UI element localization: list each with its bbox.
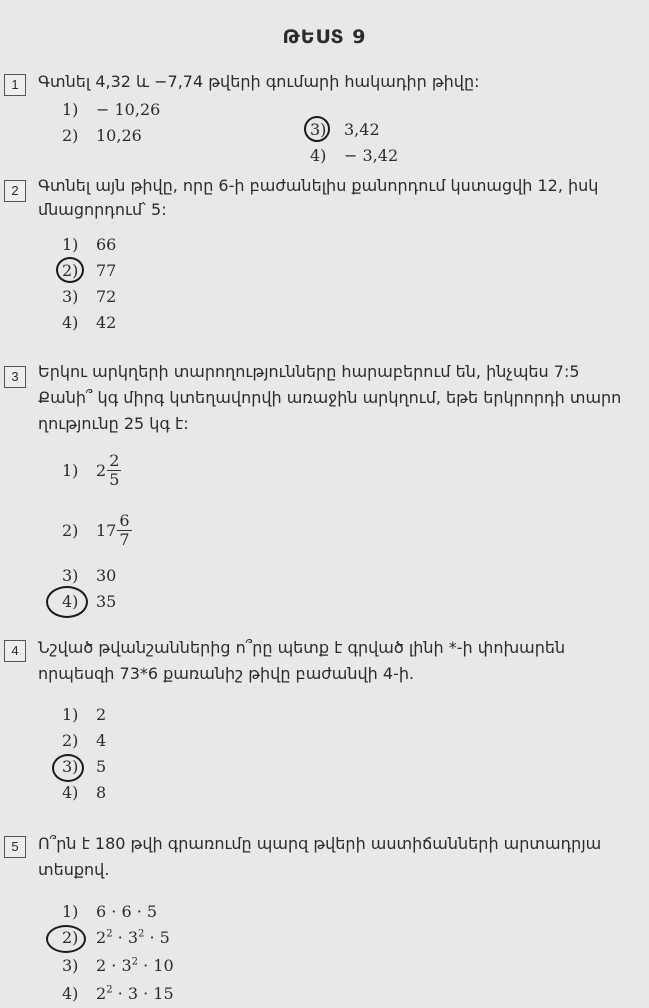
option-4[interactable]: 4) 35 — [62, 592, 117, 611]
option-1[interactable]: 1) 66 — [62, 235, 117, 254]
option-1[interactable]: 1) 2 $\frac{2}{5}$ — [62, 451, 120, 489]
option-2[interactable]: 2) 17 $\frac{6}{7}$ — [62, 511, 130, 549]
question-text-line-1: Նշված թվանշաններից ո՞րը պետք է գրված լինի *-ի փոխարեն — [38, 638, 566, 657]
question-text-line-3: ղությունը 25 կգ է: — [38, 414, 189, 433]
option-3[interactable]: 3) 72 — [62, 287, 117, 306]
option-2[interactable]: 2) 4 — [62, 731, 107, 750]
option-3[interactable]: 3) $2 \cdot 3^2 \cdot 10$ — [62, 956, 174, 975]
question-text-line-2: մնացորդում՝ 5: — [38, 200, 167, 219]
question-number: 1 — [4, 74, 26, 96]
question-number: 2 — [4, 180, 26, 202]
option-1[interactable]: 1) 2 — [62, 705, 107, 724]
option-2[interactable]: 2) 10,26 — [62, 126, 142, 145]
question-text-line-1: Երկու արկղերի տարողությունները հարաբերում են, ինչպես 7:5 — [38, 362, 580, 381]
option-4[interactable]: 4) $2^2 \cdot 3 \cdot 15$ — [62, 984, 174, 1003]
page-title: ԹԵՍՏ 9 — [282, 26, 367, 48]
answer-mark-circle — [52, 754, 84, 782]
option-3[interactable]: 3) 5 — [62, 757, 107, 776]
answer-mark-circle — [46, 925, 86, 953]
question-text: Գտնել 4,32 և −7,74 թվերի գումարի հակադիր թիվը: — [38, 72, 480, 91]
option-3[interactable]: 3) 3,42 — [310, 120, 380, 139]
option-4[interactable]: 4) 8 — [62, 783, 107, 802]
question-text-line-1: Ո՞րն է 180 թվի գրառումը պարզ թվերի աստիճանների արտադրյա — [38, 834, 602, 853]
option-2[interactable]: 2) 77 — [62, 261, 117, 280]
question-number: 4 — [4, 640, 26, 662]
question-text-line-2: որպեսզի 73*6 քառանիշ թիվը բաժանվի 4-ի. — [38, 664, 415, 683]
answer-mark-circle — [304, 116, 330, 142]
question-number: 3 — [4, 366, 26, 388]
question-text-line-1: Գտնել այն թիվը, որը 6-ի բաժանելիս քանորդում կստացվի 12, իսկ — [38, 176, 599, 195]
question-text-line-2: տեսքով. — [38, 860, 110, 879]
question-text-line-2: Քանի՞ կգ միրգ կտեղավորվի առաջին արկղում, եթե երկրորդի տարո — [38, 388, 622, 407]
option-1[interactable]: 1) − 10,26 — [62, 100, 161, 119]
answer-mark-circle — [56, 257, 84, 283]
answer-mark-circle — [46, 586, 88, 618]
option-2[interactable]: 2) $2^2 \cdot 3^2 \cdot 5$ — [62, 928, 170, 947]
option-3[interactable]: 3) 30 — [62, 566, 117, 585]
option-4[interactable]: 4) 42 — [62, 313, 117, 332]
option-1[interactable]: 1) 6 · 6 · 5 — [62, 902, 158, 921]
question-number: 5 — [4, 836, 26, 858]
option-4[interactable]: 4) − 3,42 — [310, 146, 399, 165]
